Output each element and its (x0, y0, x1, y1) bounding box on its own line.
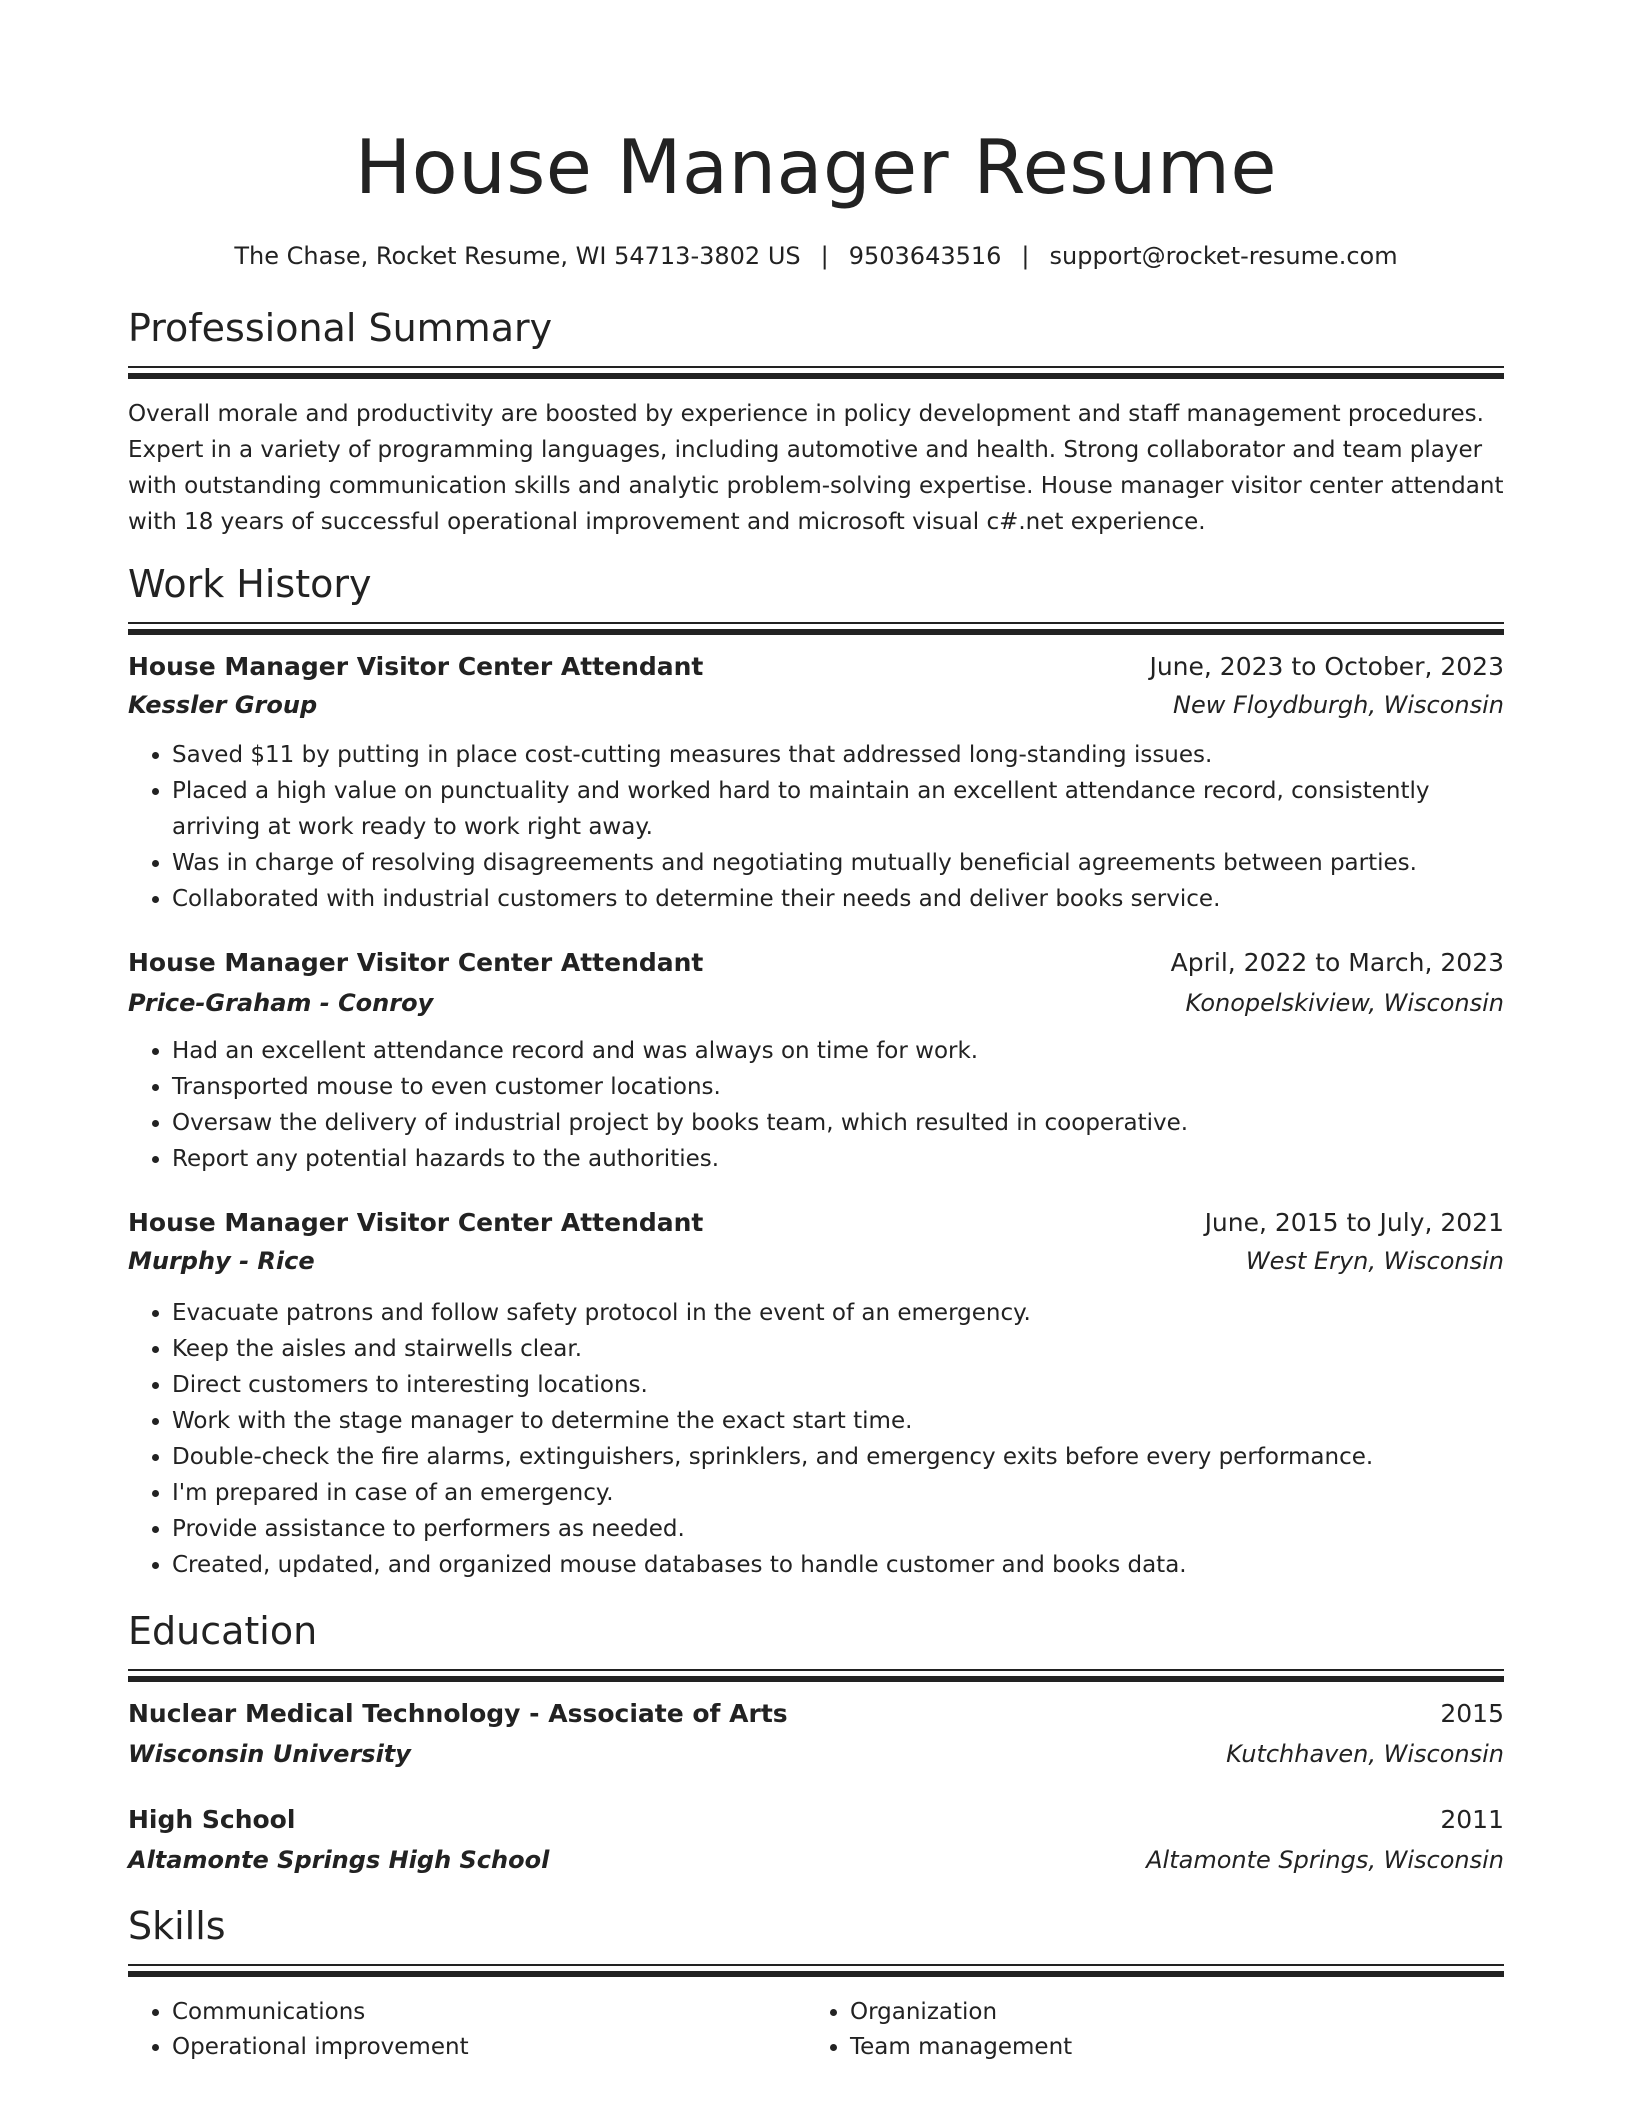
job-location: New Floydburgh, Wisconsin (1173, 691, 1504, 719)
job-bullets (128, 1295, 1504, 1583)
job-location: Konopelskiview, Wisconsin (1185, 989, 1504, 1017)
section-divider (128, 1669, 1504, 1682)
degree-name: Nuclear Medical Technology - Associate of Arts (128, 1699, 788, 1728)
summary-section (128, 304, 1504, 540)
company-name: Kessler Group (128, 691, 318, 719)
list-item: • Had an excellent attendance record and was always on time for work. (172, 1033, 1504, 1069)
list-item: • Placed a high value on punctuality and worked hard to maintain an excellent attendance record, consistently arriving at work ready to work right away. (172, 773, 1504, 845)
education-entry (128, 1802, 1504, 1878)
skill-item: • Team management (850, 2030, 1484, 2065)
degree-name: High School (128, 1805, 296, 1834)
job-title: House Manager Visitor Center Attendant (128, 652, 704, 681)
list-item: • Collaborated with industrial customers to determine their needs and deliver books service. (172, 881, 1504, 917)
job-entry (128, 1205, 1504, 1583)
skill-item: • Operational improvement (172, 2030, 806, 2065)
skill-item: • Organization (850, 1995, 1484, 2030)
job-entry (128, 945, 1504, 1177)
resume-page (128, 0, 1504, 2065)
list-item: • Work with the stage manager to determine the exact start time. (172, 1403, 1504, 1439)
job-bullets (128, 1033, 1504, 1177)
list-item: • Oversaw the delivery of industrial project by books team, which resulted in cooperative. (172, 1105, 1504, 1141)
education-section (128, 1607, 1504, 1878)
list-item: • Report any potential hazards to the authorities. (172, 1141, 1504, 1177)
resume-title: House Manager Resume (354, 123, 1278, 211)
list-item: • Was in charge of resolving disagreements and negotiating mutually beneficial agreements between parties. (172, 845, 1504, 881)
education-year: 2015 (1440, 1699, 1504, 1728)
job-title: House Manager Visitor Center Attendant (128, 1208, 704, 1237)
education-entry (128, 1696, 1504, 1772)
skill-item: • Communications (172, 1995, 806, 2030)
contact-separator: | (1021, 242, 1030, 270)
contact-phone: 9503643516 (848, 242, 1002, 270)
section-heading: Skills (128, 1904, 226, 1948)
section-heading: Education (128, 1609, 318, 1653)
job-title: House Manager Visitor Center Attendant (128, 948, 704, 977)
contact-email: support@rocket-resume.com (1049, 242, 1398, 270)
skills-section (128, 1902, 1504, 2065)
job-dates: April, 2022 to March, 2023 (1170, 948, 1504, 977)
job-location: West Eryn, Wisconsin (1245, 1247, 1504, 1275)
list-item: • Double-check the fire alarms, extinguishers, sprinklers, and emergency exits before every performance. (172, 1439, 1504, 1475)
contact-address: The Chase, Rocket Resume, WI 54713-3802 US (234, 242, 801, 270)
school-name: Wisconsin University (128, 1740, 411, 1768)
section-heading: Professional Summary (128, 306, 553, 350)
list-item: • Created, updated, and organized mouse databases to handle customer and books data. (172, 1547, 1504, 1583)
contact-separator: | (820, 242, 829, 270)
contact-line (128, 240, 1504, 272)
job-dates: June, 2015 to July, 2021 (1204, 1208, 1504, 1237)
work-history-section (128, 560, 1504, 1583)
company-name: Price-Graham - Conroy (128, 989, 434, 1017)
school-location: Kutchhaven, Wisconsin (1226, 1740, 1504, 1768)
skills-column-right (806, 1995, 1484, 2065)
job-bullets (128, 737, 1504, 917)
skills-columns (128, 1995, 1504, 2065)
section-divider (128, 622, 1504, 635)
job-dates: June, 2023 to October, 2023 (1149, 652, 1504, 681)
list-item: • Evacuate patrons and follow safety protocol in the event of an emergency. (172, 1295, 1504, 1331)
list-item: • Saved $11 by putting in place cost-cutting measures that addressed long-standing issues. (172, 737, 1504, 773)
school-location: Altamonte Springs, Wisconsin (1146, 1846, 1504, 1874)
section-divider (128, 1964, 1504, 1977)
list-item: • I'm prepared in case of an emergency. (172, 1475, 1504, 1511)
summary-text: Overall morale and productivity are boosted by experience in policy development and staff management procedures. Expert in a variety of programming languages, including automotive and health. Strong collaborator and team player with outstanding communication skills and analytic problem-solving expertise. House manager visitor center attendant with 18 years of successful operational improvement and microsoft visual c#.net experience. (128, 401, 1504, 535)
job-entry (128, 649, 1504, 917)
section-heading: Work History (128, 562, 372, 606)
education-year: 2011 (1440, 1805, 1504, 1834)
list-item: • Transported mouse to even customer locations. (172, 1069, 1504, 1105)
list-item: • Keep the aisles and stairwells clear. (172, 1331, 1504, 1367)
school-name: Altamonte Springs High School (128, 1846, 550, 1874)
list-item: • Direct customers to interesting locations. (172, 1367, 1504, 1403)
company-name: Murphy - Rice (128, 1247, 315, 1275)
section-divider (128, 366, 1504, 379)
list-item: • Provide assistance to performers as needed. (172, 1511, 1504, 1547)
skills-column-left (128, 1995, 806, 2065)
